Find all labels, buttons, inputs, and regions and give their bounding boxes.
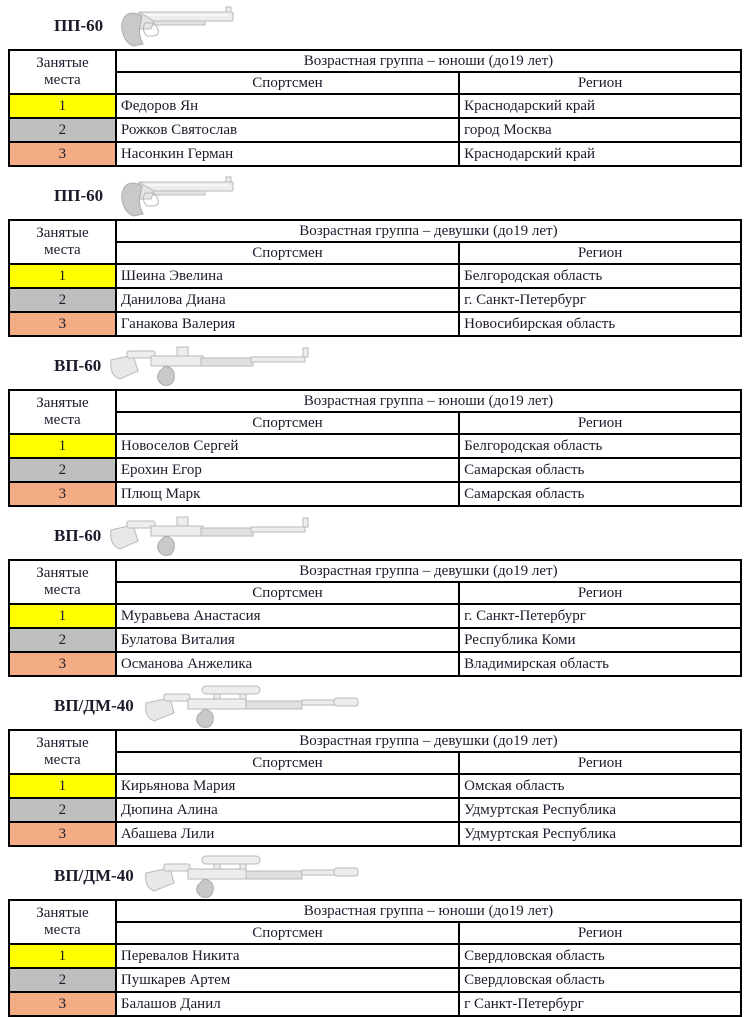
table-row	[9, 992, 741, 1016]
region-cell: г. Санкт-Петербург	[459, 288, 741, 312]
discipline-title: ПП-60	[54, 185, 104, 205]
section-heading	[8, 682, 742, 729]
discipline-title: ВП/ДМ-40	[54, 865, 134, 885]
place-cell: 2	[9, 968, 116, 992]
region-cell: Новосибирская область	[459, 312, 741, 336]
results-table	[8, 559, 742, 677]
table-row	[9, 628, 741, 652]
region-cell: Белгородская область	[459, 264, 741, 288]
discipline-section	[8, 342, 742, 507]
section-heading	[8, 512, 742, 559]
place-cell: 3	[9, 992, 116, 1016]
discipline-title: ВП/ДМ-40	[54, 695, 134, 715]
place-cell: 3	[9, 142, 116, 166]
places-header-line2: места	[44, 922, 81, 938]
results-table	[8, 729, 742, 847]
athlete-cell: Пушкарев Артем	[116, 968, 459, 992]
section-heading	[8, 852, 742, 899]
place-cell: 3	[9, 822, 116, 846]
athlete-column-header: Спортсмен	[116, 412, 459, 434]
table-row	[9, 944, 741, 968]
table-row	[9, 482, 741, 506]
places-header	[9, 390, 116, 434]
region-cell: Краснодарский край	[459, 94, 741, 118]
age-group-header: Возрастная группа – юноши (до19 лет)	[116, 390, 741, 412]
athlete-cell: Рожков Святослав	[116, 118, 459, 142]
athlete-column-header: Спортсмен	[116, 242, 459, 264]
discipline-section	[8, 512, 742, 677]
discipline-title: ВП-60	[54, 355, 102, 375]
place-cell: 2	[9, 628, 116, 652]
place-cell: 3	[9, 652, 116, 676]
region-column-header: Регион	[459, 412, 741, 434]
region-cell: Самарская область	[459, 482, 741, 506]
place-cell: 2	[9, 118, 116, 142]
air-rifle-icon	[107, 344, 312, 388]
athlete-cell: Ерохин Егор	[116, 458, 459, 482]
age-group-header: Возрастная группа – девушки (до19 лет)	[116, 730, 741, 752]
athlete-column-header: Спортсмен	[116, 922, 459, 944]
athlete-cell: Абашева Лили	[116, 822, 459, 846]
place-cell: 1	[9, 944, 116, 968]
places-header-line1: Занятые	[36, 395, 89, 411]
region-cell: Республика Коми	[459, 628, 741, 652]
table-row	[9, 774, 741, 798]
place-cell: 1	[9, 774, 116, 798]
region-cell: Владимирская область	[459, 652, 741, 676]
table-row	[9, 264, 741, 288]
results-table	[8, 389, 742, 507]
discipline-section	[8, 852, 742, 1017]
athlete-cell: Плющ Марк	[116, 482, 459, 506]
athlete-cell: Дюпина Алина	[116, 798, 459, 822]
region-cell: Самарская область	[459, 458, 741, 482]
athlete-cell: Насонкин Герман	[116, 142, 459, 166]
age-group-header: Возрастная группа – девушки (до19 лет)	[116, 220, 741, 242]
region-cell: г Санкт-Петербург	[459, 992, 741, 1016]
places-header	[9, 560, 116, 604]
table-row	[9, 458, 741, 482]
discipline-section	[8, 172, 742, 337]
places-header-line2: места	[44, 72, 81, 88]
table-row	[9, 434, 741, 458]
region-cell: Белгородская область	[459, 434, 741, 458]
place-cell: 3	[9, 312, 116, 336]
age-group-header: Возрастная группа – юноши (до19 лет)	[116, 50, 741, 72]
table-row	[9, 142, 741, 166]
table-row	[9, 968, 741, 992]
places-header	[9, 900, 116, 944]
section-heading	[8, 342, 742, 389]
results-table	[8, 49, 742, 167]
region-cell: Свердловская область	[459, 968, 741, 992]
places-header	[9, 50, 116, 94]
places-header-line1: Занятые	[36, 55, 89, 71]
results-table	[8, 899, 742, 1017]
place-cell: 1	[9, 94, 116, 118]
table-row	[9, 312, 741, 336]
region-cell: Свердловская область	[459, 944, 741, 968]
table-row	[9, 118, 741, 142]
athlete-cell: Османова Анжелика	[116, 652, 459, 676]
athlete-cell: Булатова Виталия	[116, 628, 459, 652]
place-cell: 2	[9, 458, 116, 482]
places-header-line2: места	[44, 412, 81, 428]
region-column-header: Регион	[459, 582, 741, 604]
places-header-line1: Занятые	[36, 905, 89, 921]
table-row	[9, 94, 741, 118]
results-table	[8, 219, 742, 337]
athlete-cell: Балашов Данил	[116, 992, 459, 1016]
table-row	[9, 604, 741, 628]
athlete-cell: Муравьева Анастасия	[116, 604, 459, 628]
region-cell: Краснодарский край	[459, 142, 741, 166]
athlete-cell: Федоров Ян	[116, 94, 459, 118]
section-heading	[8, 172, 742, 219]
discipline-title: ВП-60	[54, 525, 102, 545]
table-row	[9, 798, 741, 822]
table-row	[9, 822, 741, 846]
place-cell: 1	[9, 264, 116, 288]
place-cell: 1	[9, 604, 116, 628]
places-header-line2: места	[44, 582, 81, 598]
athlete-cell: Шеина Эвелина	[116, 264, 459, 288]
athlete-column-header: Спортсмен	[116, 752, 459, 774]
places-header-line2: места	[44, 752, 81, 768]
athlete-column-header: Спортсмен	[116, 582, 459, 604]
discipline-section	[8, 682, 742, 847]
athlete-cell: Данилова Диана	[116, 288, 459, 312]
section-heading	[8, 2, 742, 49]
place-cell: 3	[9, 482, 116, 506]
table-row	[9, 652, 741, 676]
discipline-title: ПП-60	[54, 15, 104, 35]
athlete-column-header: Спортсмен	[116, 72, 459, 94]
region-column-header: Регион	[459, 752, 741, 774]
region-cell: Удмуртская Республика	[459, 822, 741, 846]
athlete-cell: Новоселов Сергей	[116, 434, 459, 458]
place-cell: 2	[9, 798, 116, 822]
athlete-cell: Кирьянова Мария	[116, 774, 459, 798]
places-header	[9, 220, 116, 264]
places-header	[9, 730, 116, 774]
places-header-line1: Занятые	[36, 565, 89, 581]
region-column-header: Регион	[459, 242, 741, 264]
scoped-air-rifle-icon	[140, 683, 365, 729]
athlete-cell: Перевалов Никита	[116, 944, 459, 968]
age-group-header: Возрастная группа – юноши (до19 лет)	[116, 900, 741, 922]
region-cell: город Москва	[459, 118, 741, 142]
athlete-cell: Ганакова Валерия	[116, 312, 459, 336]
place-cell: 2	[9, 288, 116, 312]
places-header-line1: Занятые	[36, 735, 89, 751]
region-column-header: Регион	[459, 72, 741, 94]
place-cell: 1	[9, 434, 116, 458]
table-row	[9, 288, 741, 312]
region-cell: Удмуртская Республика	[459, 798, 741, 822]
places-header-line2: места	[44, 242, 81, 258]
scoped-air-rifle-icon	[140, 853, 365, 899]
region-cell: Омская область	[459, 774, 741, 798]
region-column-header: Регион	[459, 922, 741, 944]
age-group-header: Возрастная группа – девушки (до19 лет)	[116, 560, 741, 582]
places-header-line1: Занятые	[36, 225, 89, 241]
air-pistol-icon	[109, 5, 237, 47]
air-pistol-icon	[109, 175, 237, 217]
discipline-section	[8, 2, 742, 167]
region-cell: г. Санкт-Петербург	[459, 604, 741, 628]
air-rifle-icon	[107, 514, 312, 558]
